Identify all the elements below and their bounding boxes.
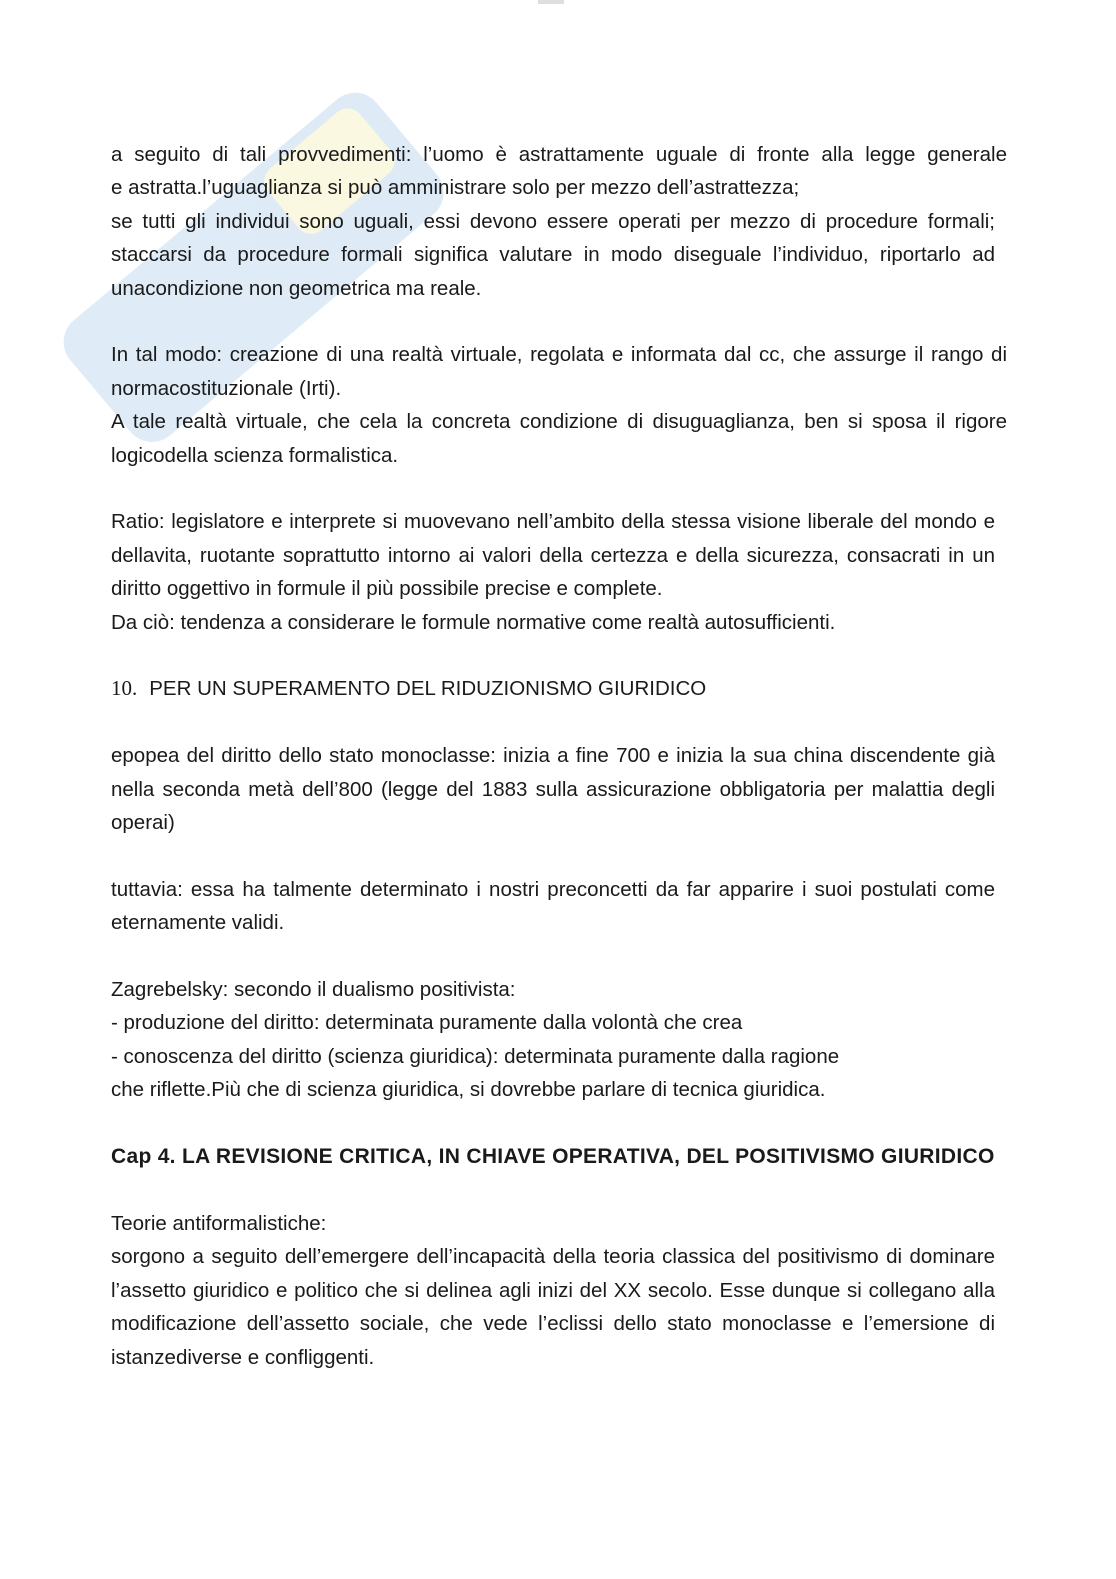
paragraph-line: Zagrebelsky: secondo il dualismo positivista: (111, 978, 516, 1002)
document-page (111, 138, 1007, 1374)
paragraph: Da ciò: tendenza a considerare le formule normative come realtà autosufficienti. (111, 610, 836, 634)
paragraph: se tutti gli individui sono uguali, essi devono essere operati per mezzo di procedure formali; staccarsi da procedure formali significa valutare in modo diseguale l’individuo, riportarlo ad unacondizione non geometrica ma reale. (111, 209, 995, 300)
list-item: - conoscenza del diritto (scienza giuridica): determinata puramente dalla ragione (111, 1044, 840, 1068)
list-item: - produzione del diritto: determinata puramente dalla volontà che crea (111, 1011, 743, 1035)
paragraph-line: che riflette.Più che di scienza giuridica, si dovrebbe parlare di tecnica giuridica. (111, 1078, 826, 1102)
paragraph-line: Teorie antiformalistiche: (111, 1211, 327, 1235)
paragraph: epopea del diritto dello stato monoclasse: inizia a fine 700 e inizia la sua china discendente già nella seconda metà dell’800 (legge del 1883 sulla assicurazione obbligatoria per malattia degli operai) (111, 744, 995, 835)
section-title: PER UN SUPERAMENTO DEL RIDUZIONISMO GIURIDICO (149, 677, 707, 701)
paragraph: Ratio: legislatore e interprete si muovevano nell’ambito della stessa visione liberale del mondo e dellavita, ruotante soprattutto intorno ai valori della certezza e della sicurezza, consacrati in un diritto oggettivo in formule il più possibile precise e complete. (111, 510, 995, 601)
section-number: 10. (111, 676, 138, 701)
section-heading (111, 672, 1007, 705)
paragraph: tuttavia: essa ha talmente determinato i nostri preconcetti da far apparire i suoi postulati come eternamente validi. (111, 877, 995, 935)
paragraph: A tale realtà virtuale, che cela la concreta condizione di disuguaglianza, ben si sposa il rigore logicodella scienza formalistica. (111, 410, 1007, 467)
paragraph-line: a seguito di tali provvedimenti: l’uomo è astrattamente uguale di fronte alla legge generale (111, 143, 1007, 166)
paragraph-line: e astratta.l’uguaglianza si può amministrare solo per mezzo dell’astrattezza; (111, 176, 800, 200)
paragraph: sorgono a seguito dell’emergere dell’incapacità della teoria classica del positivismo di dominare l’assetto giuridico e politico che si delinea agli inizi del XX secolo. Esse dunque si collegano alla modificazione dell’assetto sociale, che vede l’eclissi dello stato monoclasse e l’emersione di istanzediverse e confliggenti. (111, 1245, 995, 1369)
page-header-mark (538, 0, 564, 4)
paragraph: In tal modo: creazione di una realtà virtuale, regolata e informata dal cc, che assurge il rango di normacostituzionale (Irti). (111, 343, 1007, 400)
chapter-title: Cap 4. LA REVISIONE CRITICA, IN CHIAVE OPERATIVA, DEL POSITIVISMO GIURIDICO (111, 1145, 995, 1169)
